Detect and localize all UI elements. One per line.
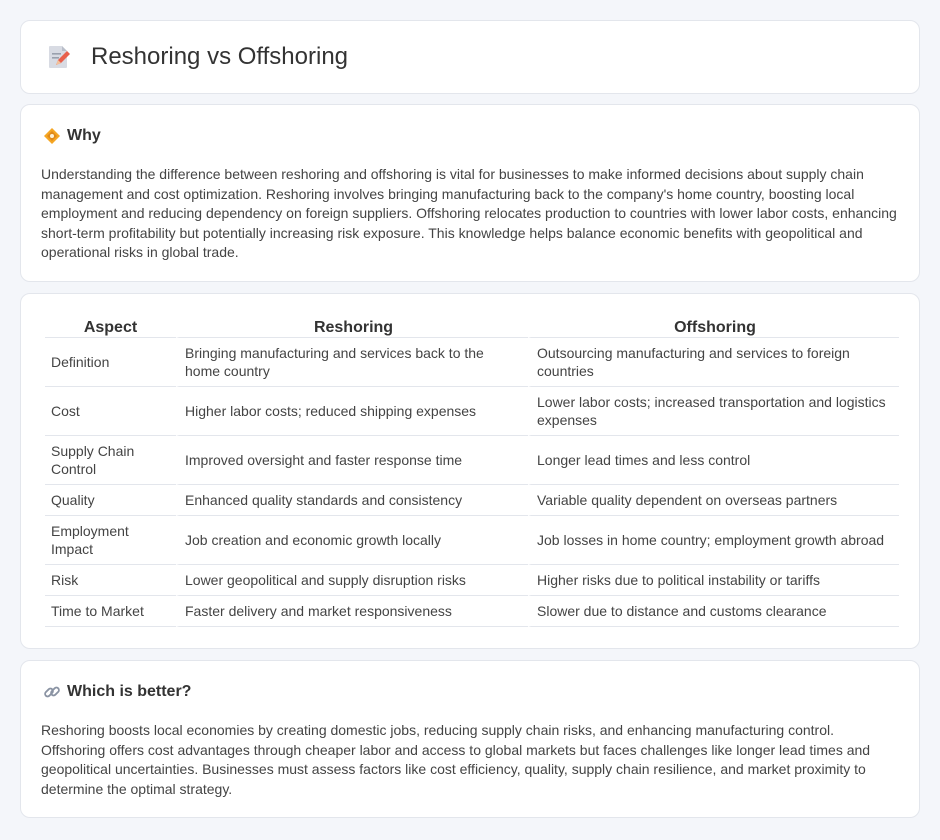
cell-reshoring: Job creation and economic growth locally	[176, 516, 528, 565]
link-icon	[43, 683, 61, 701]
table-row	[45, 338, 899, 387]
cell-aspect: Definition	[45, 338, 176, 387]
cell-offshoring: Variable quality dependent on overseas partners	[528, 485, 899, 516]
comparison-table	[45, 316, 899, 627]
why-card	[20, 104, 920, 282]
table-row	[45, 436, 899, 485]
table-row	[45, 565, 899, 596]
which-is-better-text: Reshoring boosts local economies by creating domestic jobs, reducing supply chain risks, and enhancing manufacturing control. Offshoring offers cost advantages through cheaper labor and access to global markets but faces challenges like longer lead times and geopolitical uncertainties. Businesses must assess factors like cost efficiency, quality, supply chain resilience, and market proximity to determine the optimal strategy.	[41, 722, 871, 797]
cell-reshoring: Lower geopolitical and supply disruption risks	[176, 565, 528, 596]
cell-offshoring: Job losses in home country; employment growth abroad	[528, 516, 899, 565]
table-row	[45, 516, 899, 565]
comparison-card	[20, 293, 920, 649]
cell-aspect: Employment Impact	[45, 516, 176, 565]
why-text: Understanding the difference between reshoring and offshoring is vital for businesses to make informed decisions about supply chain management and cost optimization. Reshoring involves bringing manufacturing back to the company's home country, boosting local employment and reducing dependency on foreign suppliers. Offshoring relocates production to countries with lower labor costs, enhancing short-term profitability but potentially increasing risk exposure. This knowledge helps balance economic benefits with geopolitical and operational risks in global trade.	[41, 166, 897, 261]
cell-offshoring: Slower due to distance and customs clearance	[528, 596, 899, 627]
which-is-better-card	[20, 660, 920, 818]
cell-offshoring: Higher risks due to political instability or tariffs	[528, 565, 899, 596]
header-aspect: Aspect	[45, 316, 176, 338]
table-header-row	[45, 316, 899, 338]
cell-offshoring: Outsourcing manufacturing and services to foreign countries	[528, 338, 899, 387]
page-title: Reshoring vs Offshoring	[91, 43, 349, 70]
cell-aspect: Risk	[45, 565, 176, 596]
table-row	[45, 485, 899, 516]
why-title: Why	[67, 127, 101, 144]
cell-reshoring: Bringing manufacturing and services back to the home country	[176, 338, 528, 387]
document-pencil-icon	[47, 44, 71, 70]
cell-reshoring: Faster delivery and market responsiveness	[176, 596, 528, 627]
cell-reshoring: Enhanced quality standards and consistency	[176, 485, 528, 516]
cell-reshoring: Higher labor costs; reduced shipping expenses	[176, 387, 528, 436]
cell-aspect: Supply Chain Control	[45, 436, 176, 485]
cell-aspect: Cost	[45, 387, 176, 436]
table-row	[45, 596, 899, 627]
diamond-sign-icon	[43, 127, 61, 145]
cell-reshoring: Improved oversight and faster response time	[176, 436, 528, 485]
title-card	[20, 20, 920, 94]
cell-offshoring: Longer lead times and less control	[528, 436, 899, 485]
which-is-better-title: Which is better?	[67, 683, 192, 700]
header-reshoring: Reshoring	[176, 316, 528, 338]
table-row	[45, 387, 899, 436]
cell-offshoring: Lower labor costs; increased transportation and logistics expenses	[528, 387, 899, 436]
cell-aspect: Time to Market	[45, 596, 176, 627]
cell-aspect: Quality	[45, 485, 176, 516]
header-offshoring: Offshoring	[528, 316, 899, 338]
